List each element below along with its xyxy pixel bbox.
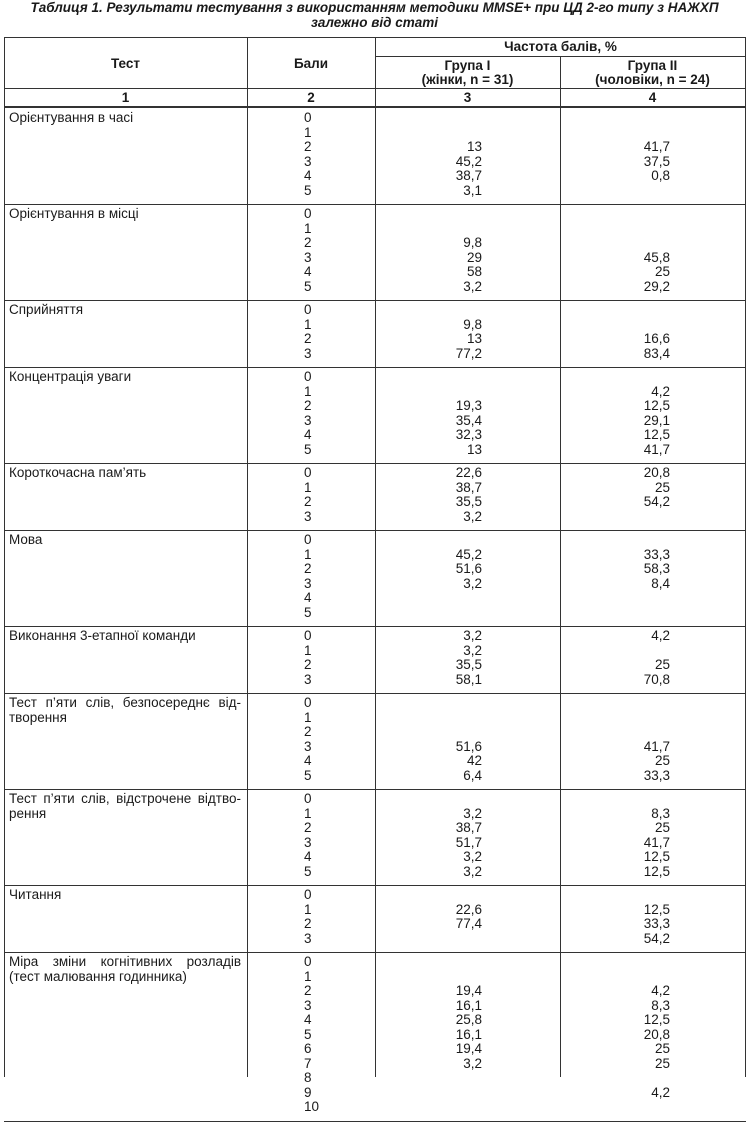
group-2-value: 20,8 (643, 1026, 670, 1042)
group-2-value: 25 (654, 753, 670, 768)
row-divider (4, 952, 746, 953)
score-value: 5 (304, 278, 312, 294)
group-1-value: 38,7 (455, 820, 482, 835)
group-2-value: 20,8 (643, 465, 670, 480)
group-1-value: 35,5 (455, 657, 482, 672)
column-number-1: 1 (121, 90, 130, 105)
score-value: 1 (304, 805, 312, 821)
group-1-value: 29 (466, 249, 482, 265)
score-value: 4 (304, 753, 312, 768)
group-2-value: 33,3 (643, 546, 670, 562)
number-row-line (4, 106, 746, 108)
group-2-value: 25 (654, 657, 670, 672)
group-1-value: 58,1 (455, 671, 482, 687)
group-2-subtitle: (чоловіки, n = 24) (595, 72, 710, 87)
group-2-value: 4,2 (651, 383, 670, 399)
group-1-value: 3,1 (463, 182, 482, 198)
table-right-border (745, 37, 746, 1077)
group-1-value: 9,8 (463, 235, 482, 250)
row-divider (4, 204, 746, 205)
group-2-value: 12,5 (643, 427, 670, 442)
group-2-value: 4,2 (651, 628, 670, 643)
test-name: Виконання 3-етапної команди (9, 628, 196, 643)
group-1-value: 3,2 (463, 508, 482, 524)
group-1-value: 22,6 (455, 901, 482, 917)
col-divider-3 (560, 56, 561, 1077)
group-1-value: 77,4 (455, 916, 482, 931)
group-1-value: 35,4 (455, 412, 482, 428)
group-2-value: 12,5 (643, 863, 670, 879)
group-2-value: 4,2 (651, 983, 670, 998)
score-value: 2 (304, 983, 312, 998)
group-1-value: 19,4 (455, 983, 482, 998)
group-2-value: 41,7 (643, 139, 670, 154)
score-value: 4 (304, 849, 312, 864)
group-2-value: 25 (654, 264, 670, 279)
group-2-value: 54,2 (643, 930, 670, 946)
group-1-value: 3,2 (463, 849, 482, 864)
header-group-2 (560, 59, 745, 87)
table-left-border (4, 37, 5, 1077)
group-1-value: 32,3 (455, 427, 482, 442)
score-value: 3 (304, 345, 312, 361)
test-name: Тест п’яти слів, відстрочене відтворення (9, 791, 241, 821)
group-1-value: 9,8 (463, 316, 482, 332)
group-1-value: 16,1 (455, 997, 482, 1013)
group-2-value: 41,7 (643, 738, 670, 754)
score-value: 0 (304, 628, 312, 643)
score-value: 2 (304, 139, 312, 154)
group-2-value: 25 (654, 479, 670, 495)
group-2-value: 25 (654, 1055, 670, 1071)
score-value: 2 (304, 820, 312, 835)
group-2-value: 12,5 (643, 849, 670, 864)
score-value: 3 (304, 508, 312, 524)
group-2-value: 70,8 (643, 671, 670, 687)
score-value: 3 (304, 930, 312, 946)
score-value: 4 (304, 1012, 312, 1027)
header-frequency: Частота балів, % (504, 39, 617, 54)
group-1-value: 45,2 (455, 153, 482, 169)
score-value: 0 (304, 695, 312, 710)
score-value: 1 (304, 220, 312, 236)
score-value: 1 (304, 546, 312, 562)
score-value: 2 (304, 657, 312, 672)
group-1-value: 13 (466, 441, 482, 457)
group-1-value: 3,2 (463, 642, 482, 658)
group-2-value: 25 (654, 820, 670, 835)
score-value: 4 (304, 264, 312, 279)
group-2-value: 29,2 (643, 278, 670, 294)
row-divider (4, 367, 746, 368)
score-value: 0 (304, 532, 312, 547)
row-divider (4, 885, 746, 886)
group-2-value: 4,2 (651, 1084, 670, 1100)
group-2-value: 45,8 (643, 249, 670, 265)
group-1-value: 42 (466, 753, 482, 768)
score-value: 1 (304, 709, 312, 725)
test-name: Концентрація уваги (9, 369, 132, 384)
group-1-value: 22,6 (455, 465, 482, 480)
score-value: 0 (304, 954, 312, 969)
group-1-value: 45,2 (455, 546, 482, 562)
score-value: 0 (304, 206, 312, 221)
group-2-value: 83,4 (643, 345, 670, 361)
test-name: Сприйняття (9, 302, 84, 317)
group-1-value: 35,5 (455, 494, 482, 509)
test-name: Мова (9, 532, 43, 547)
caption-line-2: залежно від статі (311, 15, 438, 30)
score-value: 3 (304, 738, 312, 754)
group-2-value: 33,3 (643, 916, 670, 931)
group-2-value: 12,5 (643, 398, 670, 413)
score-value: 2 (304, 331, 312, 346)
group-1-value: 3,2 (463, 863, 482, 879)
test-name: Орієнтування в часі (9, 110, 134, 125)
header-line (4, 88, 746, 89)
freq-under-line (375, 56, 746, 57)
group-2-value: 16,6 (643, 331, 670, 346)
row-divider (4, 693, 746, 694)
score-value: 0 (304, 369, 312, 384)
score-value: 2 (304, 561, 312, 576)
score-value: 0 (304, 302, 312, 317)
score-value: 0 (304, 887, 312, 902)
table-caption (0, 0, 749, 30)
column-number-2: 2 (307, 90, 315, 105)
group-1-value: 38,7 (455, 479, 482, 495)
score-value: 1 (304, 968, 312, 984)
score-value: 7 (304, 1055, 312, 1071)
group-1-value: 51,6 (455, 738, 482, 754)
row-divider (4, 530, 746, 531)
score-value: 5 (304, 1026, 312, 1042)
group-1-value: 3,2 (463, 628, 482, 643)
score-value: 1 (304, 316, 312, 332)
group-1-value: 3,2 (463, 1055, 482, 1071)
group-1-value: 58 (466, 264, 482, 279)
group-1-value: 13 (466, 331, 482, 346)
score-value: 2 (304, 724, 312, 739)
group-2-value: 8,3 (651, 805, 670, 821)
header-group-1 (375, 59, 560, 87)
score-value: 1 (304, 383, 312, 399)
score-value: 1 (304, 479, 312, 495)
column-number-3: 3 (463, 90, 472, 105)
col-divider-2 (375, 37, 376, 1077)
score-value: 2 (304, 494, 312, 509)
score-value: 5 (304, 441, 312, 457)
test-name: Міра зміни когнітивних розладів (тест малювання годинника) (9, 954, 241, 984)
score-value: 3 (304, 575, 312, 591)
group-1-value: 3,2 (463, 575, 482, 591)
score-value: 2 (304, 235, 312, 250)
score-value: 0 (304, 465, 312, 480)
group-1-value: 6,4 (463, 767, 482, 783)
score-value: 3 (304, 834, 312, 850)
score-value: 10 (304, 1099, 320, 1114)
group-1-value: 51,6 (455, 561, 482, 576)
score-value: 3 (304, 249, 312, 265)
score-value: 1 (304, 901, 312, 917)
group-2-value: 41,7 (643, 441, 670, 457)
group-2-value: 54,2 (643, 494, 670, 509)
group-1-value: 19,4 (455, 1041, 482, 1056)
score-value: 4 (304, 427, 312, 442)
group-2-value: 41,7 (643, 834, 670, 850)
test-name: Читання (9, 887, 62, 902)
group-1-title: Група І (444, 58, 491, 73)
score-value: 5 (304, 767, 312, 783)
group-1-value: 77,2 (455, 345, 482, 361)
group-1-value: 25,8 (455, 1012, 482, 1027)
row-divider (4, 300, 746, 301)
group-2-value: 33,3 (643, 767, 670, 783)
test-name: Орієнтування в місці (9, 206, 139, 221)
group-1-value: 51,7 (455, 834, 482, 850)
group-1-value: 3,2 (463, 805, 482, 821)
group-2-value: 58,3 (643, 561, 670, 576)
score-value: 6 (304, 1041, 312, 1056)
test-name: Тест п’яти слів, безпосереднє відтворення (9, 695, 241, 725)
score-value: 2 (304, 398, 312, 413)
row-divider (4, 463, 746, 464)
header-balls: Бали (293, 56, 329, 71)
test-name: Короткочасна пам’ять (9, 465, 147, 480)
score-value: 8 (304, 1070, 312, 1085)
score-value: 3 (304, 412, 312, 428)
score-value: 5 (304, 182, 312, 198)
group-1-value: 38,7 (455, 168, 482, 183)
group-1-value: 19,3 (455, 398, 482, 413)
group-2-value: 8,3 (651, 997, 670, 1013)
column-number-4: 4 (648, 90, 657, 105)
group-1-value: 3,2 (463, 278, 482, 294)
group-2-value: 12,5 (643, 1012, 670, 1027)
score-value: 3 (304, 671, 312, 687)
row-divider (4, 626, 746, 627)
score-value: 9 (304, 1084, 312, 1100)
score-value: 3 (304, 997, 312, 1013)
score-value: 0 (304, 110, 312, 125)
group-1-value: 13 (466, 139, 482, 154)
group-2-value: 29,1 (643, 412, 670, 428)
group-2-value: 25 (654, 1041, 670, 1056)
group-2-value: 8,4 (651, 575, 670, 591)
score-value: 4 (304, 168, 312, 183)
score-value: 0 (304, 791, 312, 806)
row-divider (4, 789, 746, 790)
group-2-title: Група ІІ (627, 58, 678, 73)
group-1-subtitle: (жінки, n = 31) (421, 72, 514, 87)
score-value: 5 (304, 604, 312, 620)
score-value: 5 (304, 863, 312, 879)
score-value: 3 (304, 153, 312, 169)
score-value: 1 (304, 124, 312, 140)
group-2-value: 37,5 (643, 153, 670, 169)
score-value: 4 (304, 590, 312, 605)
score-value: 2 (304, 916, 312, 931)
group-2-value: 0,8 (651, 168, 670, 183)
results-table (4, 37, 746, 1114)
group-1-value: 16,1 (455, 1026, 482, 1042)
caption-line-1: Таблиця 1. Результати тестування з використанням методики MMSE+ при ЦД 2-го типу з НАЖХП (30, 0, 719, 15)
header-test: Тест (110, 56, 141, 71)
group-2-value: 12,5 (643, 901, 670, 917)
score-value: 1 (304, 642, 312, 658)
col-divider-1 (247, 37, 248, 1077)
